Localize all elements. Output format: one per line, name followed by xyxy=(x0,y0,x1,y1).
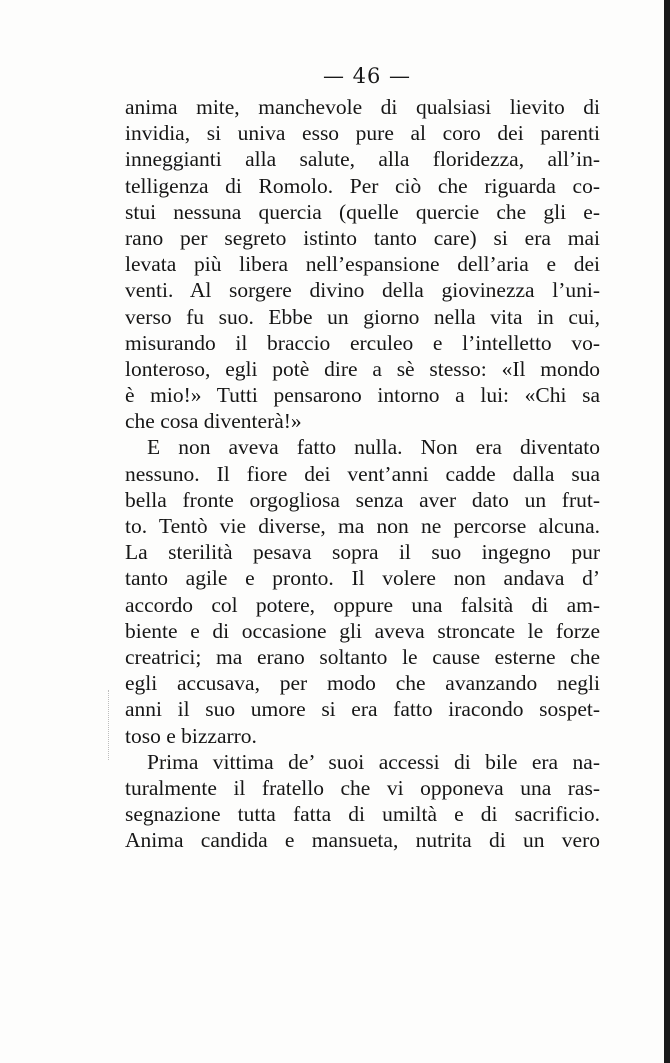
text-line: verso fu suo. Ebbe un giorno nella vita in cui, xyxy=(125,304,600,329)
text-line: creatrici; ma erano soltanto le cause esterne che xyxy=(125,644,600,669)
text-line: to. Tentò vie diverse, ma non ne percorse alcuna. xyxy=(125,514,600,538)
text-line: levata più libera nell’espansione dell’aria e dei xyxy=(125,252,600,277)
text-line: è mio!» Tutti pensarono intorno a lui: «Chi sa xyxy=(125,383,600,408)
text-line: che cosa diventerà!» xyxy=(125,409,302,434)
text-line: Anima candida e mansueta, nutrita di un vero xyxy=(125,828,600,853)
text-line: La sterilità pesava sopra il suo ingegno pur xyxy=(125,540,600,565)
text-line: bella fronte orgogliosa senza aver dato un frut- xyxy=(125,487,600,512)
text-line: invidia, si univa esso pure al coro dei parenti xyxy=(125,121,600,146)
text-line: lonteroso, egli potè dire a sè stesso: «Il mondo xyxy=(125,356,600,381)
text-line: venti. Al sorgere divino della giovinezza l’uni- xyxy=(125,278,600,303)
text-line: misurando il braccio erculeo e l’intelletto vo- xyxy=(125,330,600,355)
text-line: stui nessuna quercia (quelle quercie che gli e- xyxy=(125,199,600,224)
text-line: biente e di occasione gli aveva stroncate le forze xyxy=(125,618,600,643)
text-line: accordo col potere, oppure una falsità di am- xyxy=(125,592,600,617)
text-line: tanto agile e pronto. Il volere non andava d’ xyxy=(125,566,600,591)
text-line: inneggianti alla salute, alla floridezza, all’in- xyxy=(125,147,600,172)
text-line: E non aveva fatto nulla. Non era diventato xyxy=(147,435,600,460)
text-line: Prima vittima de’ suoi accessi di bile era na- xyxy=(147,749,600,774)
text-line: segnazione tutta fatta di umiltà e di sacrificio. xyxy=(125,802,600,827)
scan-margin-mark xyxy=(108,690,110,760)
text-line: anima mite, manchevole di qualsiasi lievito di xyxy=(125,95,600,119)
body-text xyxy=(125,94,600,853)
text-line: nessuno. Il fiore dei vent’anni cadde dalla sua xyxy=(125,461,600,486)
text-line: turalmente il fratello che vi opponeva una ras- xyxy=(125,775,600,800)
text-line: rano per segreto istinto tanto care) si era mai xyxy=(125,225,600,250)
text-line: egli accusava, per modo che avanzando negli xyxy=(125,671,600,696)
text-line: toso e bizzarro. xyxy=(125,723,257,748)
page-number: — 46 — xyxy=(322,64,412,88)
text-line: anni il suo umore si era fatto iracondo sospet- xyxy=(125,697,600,722)
text-line: telligenza di Romolo. Per ciò che riguarda co- xyxy=(125,173,600,198)
